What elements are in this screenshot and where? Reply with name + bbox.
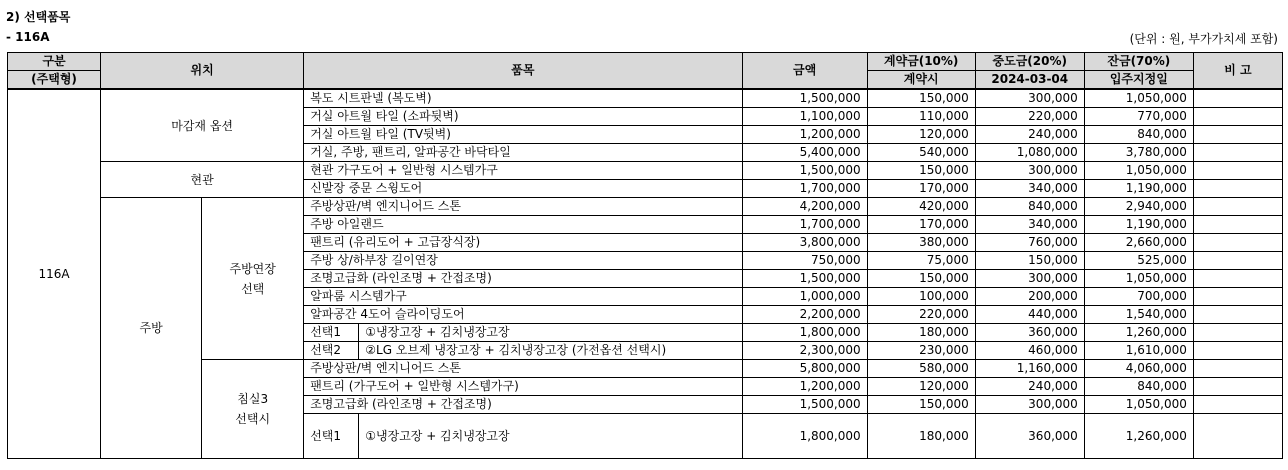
deposit-cell: 180,000 <box>867 324 975 342</box>
deposit-cell: 120,000 <box>867 126 975 144</box>
amount-cell: 1,200,000 <box>742 126 867 144</box>
remarks-cell <box>1193 324 1282 342</box>
item-cell: 알파룸 시스템가구 <box>304 288 742 306</box>
remarks-cell <box>1193 288 1282 306</box>
balance-cell: 1,050,000 <box>1084 270 1193 288</box>
balance-cell: 1,540,000 <box>1084 306 1193 324</box>
item-cell: 팬트리 (유리도어 + 고급장식장) <box>304 234 742 252</box>
item-cell: 주방상판/벽 엔지니어드 스톤 <box>304 198 742 216</box>
remarks-cell <box>1193 162 1282 180</box>
deposit-cell: 150,000 <box>867 396 975 414</box>
deposit-cell: 580,000 <box>867 360 975 378</box>
deposit-cell: 75,000 <box>867 252 975 270</box>
item-cell: 신발장 중문 스윙도어 <box>304 180 742 198</box>
balance-cell: 1,050,000 <box>1084 89 1193 108</box>
middle-cell: 200,000 <box>975 288 1084 306</box>
middle-cell: 1,160,000 <box>975 360 1084 378</box>
middle-cell: 300,000 <box>975 396 1084 414</box>
type-cell: 116A <box>8 89 101 459</box>
table-row <box>8 198 1283 216</box>
middle-cell: 300,000 <box>975 270 1084 288</box>
middle-cell: 340,000 <box>975 216 1084 234</box>
remarks-cell <box>1193 396 1282 414</box>
item-cell: ①냉장고장 + 김치냉장고장 <box>359 414 742 459</box>
item-cell: 조명고급화 (라인조명 + 간접조명) <box>304 396 742 414</box>
remarks-cell <box>1193 198 1282 216</box>
header-remarks: 비 고 <box>1193 53 1282 90</box>
balance-cell: 1,190,000 <box>1084 216 1193 234</box>
middle-cell: 340,000 <box>975 180 1084 198</box>
amount-cell: 5,400,000 <box>742 144 867 162</box>
select-label: 선택2 <box>304 342 359 360</box>
unit-note: (단위 : 원, 부가가치세 포함) <box>1129 32 1278 46</box>
header-middle-sub: 2024-03-04 <box>975 71 1084 90</box>
select-label: 선택1 <box>304 414 359 459</box>
balance-cell: 1,260,000 <box>1084 324 1193 342</box>
deposit-cell: 230,000 <box>867 342 975 360</box>
item-cell: 주방 상/하부장 길이연장 <box>304 252 742 270</box>
middle-cell: 360,000 <box>975 324 1084 342</box>
group-kitchen: 주방 <box>101 198 202 459</box>
amount-cell: 1,500,000 <box>742 162 867 180</box>
deposit-cell: 540,000 <box>867 144 975 162</box>
table-row <box>8 89 1283 108</box>
item-cell: 거실 아트월 타일 (TV뒷벽) <box>304 126 742 144</box>
balance-cell: 1,260,000 <box>1084 414 1193 459</box>
balance-cell: 4,060,000 <box>1084 360 1193 378</box>
header-balance: 잔금(70%) <box>1084 53 1193 71</box>
item-cell: 현관 가구도어 + 일반형 시스템가구 <box>304 162 742 180</box>
deposit-cell: 180,000 <box>867 414 975 459</box>
middle-cell: 240,000 <box>975 378 1084 396</box>
remarks-cell <box>1193 414 1282 459</box>
item-cell: 주방 아일랜드 <box>304 216 742 234</box>
item-cell: 복도 시트판넬 (복도벽) <box>304 89 742 108</box>
amount-cell: 750,000 <box>742 252 867 270</box>
middle-cell: 840,000 <box>975 198 1084 216</box>
item-cell: 팬트리 (가구도어 + 일반형 시스템가구) <box>304 378 742 396</box>
group-entrance: 현관 <box>101 162 304 198</box>
remarks-cell <box>1193 108 1282 126</box>
deposit-cell: 170,000 <box>867 216 975 234</box>
group-bedroom <box>202 360 304 459</box>
balance-cell: 770,000 <box>1084 108 1193 126</box>
balance-cell: 2,940,000 <box>1084 198 1193 216</box>
amount-cell: 1,200,000 <box>742 378 867 396</box>
header-category-sub: (주택형) <box>8 71 101 90</box>
remarks-cell <box>1193 360 1282 378</box>
bedroom-label-2: 선택시 <box>235 412 271 426</box>
remarks-cell <box>1193 89 1282 108</box>
deposit-cell: 100,000 <box>867 288 975 306</box>
item-cell: 거실, 주방, 팬트리, 알파공간 바닥타일 <box>304 144 742 162</box>
remarks-cell <box>1193 216 1282 234</box>
header-middle: 중도금(20%) <box>975 53 1084 71</box>
header-balance-sub: 입주지정일 <box>1084 71 1193 90</box>
middle-cell: 1,080,000 <box>975 144 1084 162</box>
middle-cell: 240,000 <box>975 126 1084 144</box>
deposit-cell: 380,000 <box>867 234 975 252</box>
remarks-cell <box>1193 144 1282 162</box>
balance-cell: 1,610,000 <box>1084 342 1193 360</box>
type-label: - 116A <box>6 30 50 44</box>
amount-cell: 2,200,000 <box>742 306 867 324</box>
amount-cell: 1,500,000 <box>742 89 867 108</box>
balance-cell: 1,050,000 <box>1084 396 1193 414</box>
header-item: 품목 <box>304 53 742 90</box>
amount-cell: 1,800,000 <box>742 324 867 342</box>
amount-cell: 3,800,000 <box>742 234 867 252</box>
middle-cell: 220,000 <box>975 108 1084 126</box>
balance-cell: 2,660,000 <box>1084 234 1193 252</box>
amount-cell: 1,700,000 <box>742 216 867 234</box>
deposit-cell: 420,000 <box>867 198 975 216</box>
remarks-cell <box>1193 342 1282 360</box>
balance-cell: 1,050,000 <box>1084 162 1193 180</box>
remarks-cell <box>1193 180 1282 198</box>
middle-cell: 150,000 <box>975 252 1084 270</box>
header-deposit-sub: 계약시 <box>867 71 975 90</box>
deposit-cell: 220,000 <box>867 306 975 324</box>
amount-cell: 2,300,000 <box>742 342 867 360</box>
header-deposit: 계약금(10%) <box>867 53 975 71</box>
middle-cell: 360,000 <box>975 414 1084 459</box>
amount-cell: 1,800,000 <box>742 414 867 459</box>
balance-cell: 700,000 <box>1084 288 1193 306</box>
remarks-cell <box>1193 234 1282 252</box>
deposit-cell: 150,000 <box>867 89 975 108</box>
middle-cell: 440,000 <box>975 306 1084 324</box>
remarks-cell <box>1193 252 1282 270</box>
kitchen-ext-label-2: 선택 <box>241 281 265 296</box>
balance-cell: 840,000 <box>1084 126 1193 144</box>
amount-cell: 1,000,000 <box>742 288 867 306</box>
remarks-cell <box>1193 270 1282 288</box>
amount-cell: 1,500,000 <box>742 396 867 414</box>
header-amount: 금액 <box>742 53 867 90</box>
remarks-cell <box>1193 378 1282 396</box>
middle-cell: 300,000 <box>975 89 1084 108</box>
balance-cell: 1,190,000 <box>1084 180 1193 198</box>
deposit-cell: 150,000 <box>867 270 975 288</box>
group-kitchen-extension <box>202 198 304 360</box>
kitchen-ext-label-1: 주방연장 <box>229 261 276 276</box>
balance-cell: 840,000 <box>1084 378 1193 396</box>
deposit-cell: 110,000 <box>867 108 975 126</box>
select-label: 선택1 <box>304 324 359 342</box>
header-category: 구분 <box>8 53 101 71</box>
balance-cell: 525,000 <box>1084 252 1193 270</box>
bedroom-label-1: 침실3 <box>237 392 269 406</box>
item-cell: ①냉장고장 + 김치냉장고장 <box>359 324 742 342</box>
deposit-cell: 170,000 <box>867 180 975 198</box>
balance-cell: 3,780,000 <box>1084 144 1193 162</box>
deposit-cell: 120,000 <box>867 378 975 396</box>
middle-cell: 460,000 <box>975 342 1084 360</box>
amount-cell: 5,800,000 <box>742 360 867 378</box>
middle-cell: 760,000 <box>975 234 1084 252</box>
item-cell: 거실 아트월 타일 (소파뒷벽) <box>304 108 742 126</box>
deposit-cell: 150,000 <box>867 162 975 180</box>
remarks-cell <box>1193 306 1282 324</box>
group-finish: 마감재 옵션 <box>101 89 304 162</box>
item-cell: 조명고급화 (라인조명 + 간접조명) <box>304 270 742 288</box>
middle-cell: 300,000 <box>975 162 1084 180</box>
amount-cell: 1,500,000 <box>742 270 867 288</box>
section-title: 2) 선택품목 <box>6 10 71 24</box>
item-cell: 주방상판/벽 엔지니어드 스톤 <box>304 360 742 378</box>
header-location: 위치 <box>101 53 304 90</box>
amount-cell: 1,700,000 <box>742 180 867 198</box>
amount-cell: 4,200,000 <box>742 198 867 216</box>
item-cell: 알파공간 4도어 슬라이딩도어 <box>304 306 742 324</box>
amount-cell: 1,100,000 <box>742 108 867 126</box>
table-row <box>8 162 1283 180</box>
option-price-table <box>7 52 1283 459</box>
item-cell: ②LG 오브제 냉장고장 + 김치냉장고장 (가전옵션 선택시) <box>359 342 742 360</box>
remarks-cell <box>1193 126 1282 144</box>
